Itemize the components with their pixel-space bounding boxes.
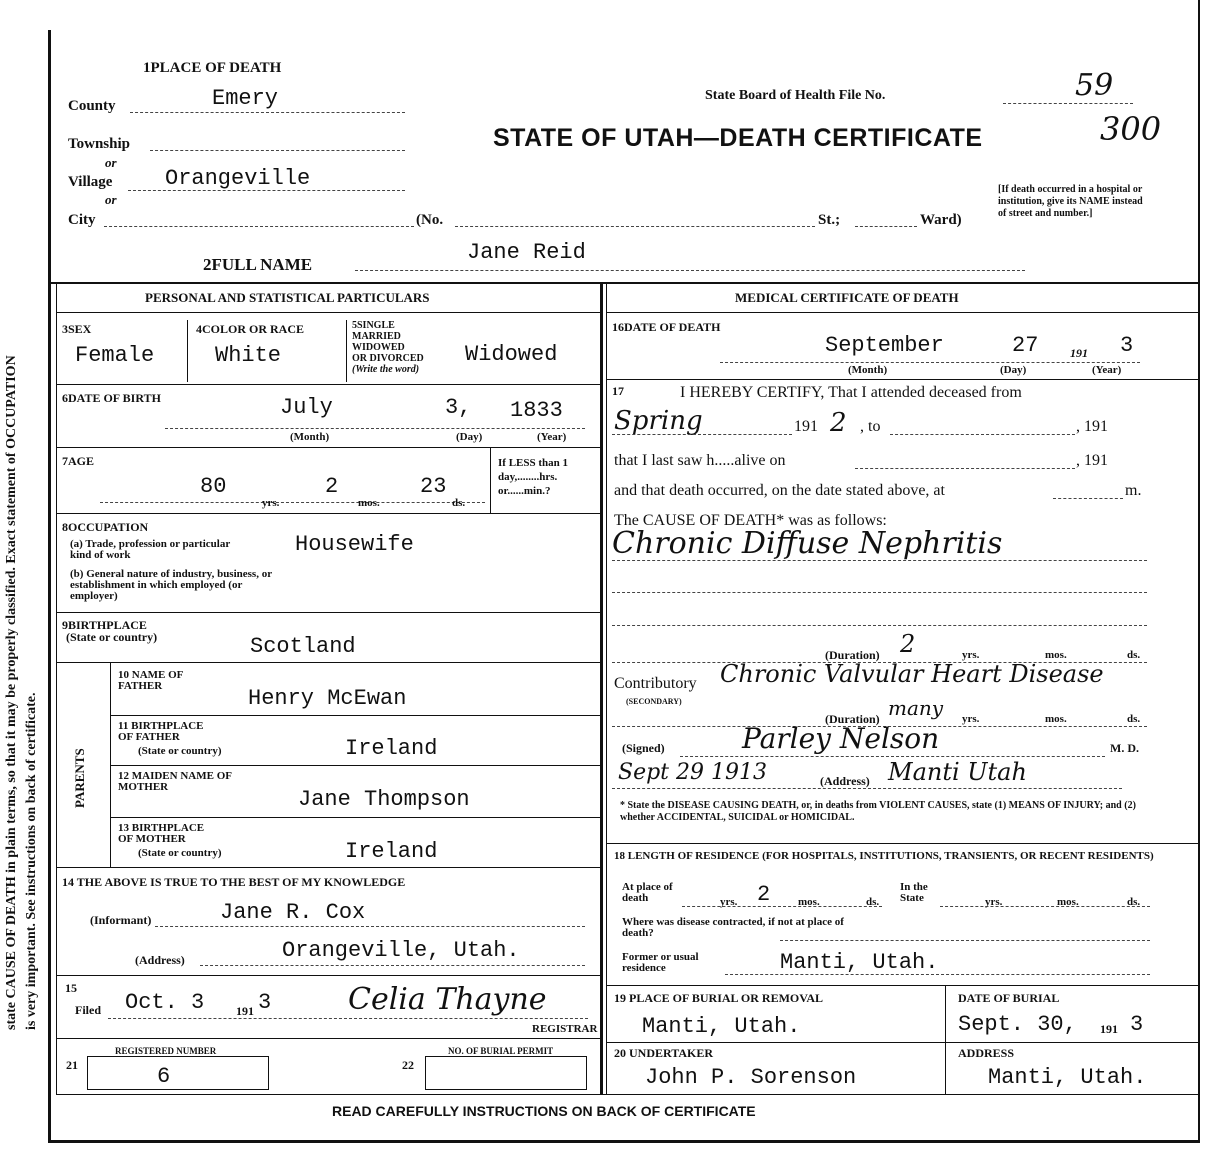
mother-value: Jane Thompson	[298, 787, 470, 812]
sidebar-instructions	[0, 0, 46, 1155]
duration-value: 2	[900, 630, 916, 658]
file-no-label: State Board of Health File No.	[705, 88, 886, 103]
undertaker-address-label: ADDRESS	[958, 1046, 1015, 1060]
residence-label: 18 LENGTH OF RESIDENCE (FOR HOSPITALS, INSTITUTIONS, TRANSIENTS, OR RECENT RESIDENTS)	[614, 850, 1154, 862]
burial-divider	[945, 985, 946, 1095]
father-bp-label: 11 BIRTHPLACE OF FATHER	[118, 720, 204, 743]
signed-date: Sept 29 1913	[618, 760, 767, 785]
sidebar-line-2: is very important. See instructions on back of certificate.	[24, 692, 39, 1030]
mother-bp-label: 13 BIRTHPLACE OF MOTHER	[118, 822, 205, 845]
dod-month: September	[825, 333, 944, 358]
burial-value: Manti, Utah.	[642, 1014, 801, 1039]
row-line-9	[56, 867, 600, 868]
birthplace-sub: (State or country)	[66, 630, 158, 644]
in-state-label: In the State	[900, 881, 928, 904]
to-line	[890, 434, 1075, 435]
res-mos-value: 2	[757, 882, 771, 907]
informant-address-line	[200, 965, 585, 966]
footnote: * State the DISEASE CAUSING DEATH, or, in deaths from VIOLENT CAUSES, state (1) MEANS OF INJURY; and (2) whether ACCIDENTAL, SUICIDAL or HOMICIDAL.	[620, 800, 1136, 823]
medical-line-2	[606, 843, 1198, 844]
dob-year-caption: (Year)	[537, 431, 567, 443]
reg-number-label: REGISTERED NUMBER	[115, 1046, 217, 1056]
sex-value: Female	[75, 343, 155, 368]
birthplace-label: 9BIRTHPLACE	[62, 618, 147, 632]
signed-line	[680, 756, 1105, 757]
color-label: 4COLOR OR RACE	[196, 322, 305, 336]
dob-day: 3,	[445, 395, 472, 420]
mother-bp-sub: (State or country)	[138, 847, 222, 859]
death-occurred: and that death occurred, on the date stated above, at	[614, 482, 945, 499]
signed-address-label: (Address)	[820, 774, 870, 788]
burial-permit-num: 22	[402, 1058, 414, 1072]
informant-address-value: Orangeville, Utah.	[282, 938, 520, 963]
registrar-label: REGISTRAR	[532, 1023, 598, 1035]
res-yrs: yrs.	[720, 896, 738, 908]
row-line-6	[110, 715, 600, 716]
city-label: City	[68, 212, 96, 228]
attended-year-digit: 2	[830, 408, 847, 438]
duration-label: (Duration)	[825, 648, 880, 662]
ward-line	[855, 226, 917, 227]
file-no-value: 59	[1075, 68, 1114, 103]
contrib-duration-label: (Duration)	[825, 712, 880, 726]
age-ds-caption: ds.	[452, 497, 466, 509]
informant-line	[155, 926, 585, 927]
full-name-line	[355, 270, 1025, 271]
md-label: M. D.	[1110, 741, 1139, 755]
reg-number-value: 6	[157, 1064, 171, 1089]
res-ds: ds.	[866, 896, 880, 908]
attended-from-line	[612, 434, 792, 435]
contrib-mos: mos.	[1045, 713, 1067, 725]
age-days: 23	[420, 474, 447, 499]
last-saw: that I last saw h.....alive on	[614, 452, 786, 469]
row-line-3	[56, 513, 600, 514]
signed-value: Parley Nelson	[742, 722, 940, 755]
age-line	[100, 502, 485, 503]
duration-ds: ds.	[1127, 649, 1141, 661]
dod-line	[720, 362, 1140, 363]
father-bp-value: Ireland	[345, 736, 438, 761]
informant-header: 14 THE ABOVE IS TRUE TO THE BEST OF MY KNOWLEDGE	[62, 875, 406, 889]
dob-day-caption: (Day)	[456, 431, 483, 443]
informant-address-label: (Address)	[135, 953, 185, 967]
full-name-label: 2FULL NAME	[203, 255, 313, 274]
street-line	[455, 226, 815, 227]
village-value: Orangeville	[165, 166, 311, 191]
attended-year: 191	[794, 418, 818, 435]
or-label-2: or	[105, 192, 117, 207]
filed-label: Filed	[75, 1003, 101, 1017]
row-line-7	[110, 765, 600, 766]
duration-yrs: yrs.	[962, 649, 980, 661]
state-line	[940, 906, 1150, 907]
signed-address-line	[612, 788, 1122, 789]
age-mos-caption: mos.	[358, 497, 380, 509]
contrib-yrs: yrs.	[962, 713, 980, 725]
burial-year: 3	[1130, 1012, 1144, 1037]
marital-label: 5SINGLE MARRIED WIDOWED OR DIVORCED (Write the word)	[352, 320, 424, 375]
dob-label: 6DATE OF BIRTH	[62, 391, 161, 405]
age-less-than: If LESS than 1 day,........hrs. or......min.?	[498, 457, 569, 497]
state-mos: mos.	[1057, 896, 1079, 908]
father-bp-sub: (State or country)	[138, 745, 222, 757]
township-line	[150, 150, 405, 151]
res-mos: mos.	[798, 896, 820, 908]
dob-month-caption: (Month)	[290, 431, 330, 443]
father-value: Henry McEwan	[248, 686, 407, 711]
burial-date-value: Sept. 30,	[958, 1012, 1077, 1037]
former-residence-value: Manti, Utah.	[780, 950, 939, 975]
row-line-1	[56, 384, 600, 385]
left-border	[48, 30, 51, 1140]
age-years: 80	[200, 474, 227, 499]
st-label: St.;	[818, 212, 841, 228]
contributory-value: Chronic Valvular Heart Disease	[720, 660, 1104, 688]
at-place-line	[682, 906, 882, 907]
dob-month: July	[280, 395, 333, 420]
contrib-ds: ds.	[1127, 713, 1141, 725]
ward-label: Ward)	[920, 212, 962, 228]
state-ds: ds.	[1127, 896, 1141, 908]
medical-section-title: MEDICAL CERTIFICATE OF DEATH	[735, 290, 959, 305]
personal-bottom-line	[56, 1094, 606, 1095]
birthplace-value: Scotland	[250, 634, 356, 659]
to-label: , to	[860, 418, 881, 435]
row-line-2	[56, 447, 600, 448]
cause-line-3	[612, 625, 1147, 626]
cause-value: Chronic Diffuse Nephritis	[612, 526, 1003, 561]
age-months: 2	[325, 474, 339, 499]
undertaker-address-value: Manti, Utah.	[988, 1065, 1147, 1090]
color-value: White	[215, 343, 282, 368]
reg-number-box	[87, 1056, 269, 1090]
occupation-b: (b) General nature of industry, business, or establishment in which employed (or employer)	[70, 568, 272, 602]
marital-value: Widowed	[465, 342, 558, 367]
burial-permit-box	[425, 1056, 587, 1090]
father-label: 10 NAME OF FATHER	[118, 669, 183, 692]
dod-day-caption: (Day)	[1000, 364, 1027, 376]
signed-label: (Signed)	[622, 741, 665, 755]
burial-year-prefix: 191	[1100, 1022, 1118, 1036]
reg-number-num: 21	[66, 1058, 78, 1072]
mother-bp-value: Ireland	[345, 839, 438, 864]
right-border	[1198, 0, 1200, 1140]
bottom-border	[48, 1140, 1200, 1143]
row-line-11	[56, 1038, 600, 1039]
m-label: m.	[1125, 482, 1142, 499]
former-residence-label: Former or usual residence	[622, 951, 699, 974]
age-label: 7AGE	[62, 454, 95, 468]
personal-title-line	[56, 312, 600, 313]
medical-title-line	[606, 312, 1198, 313]
cause-line-2	[612, 592, 1147, 593]
parents-label: PARENTS	[72, 748, 87, 808]
place-of-death-label: 1PLACE OF DEATH	[143, 60, 282, 76]
county-label: County	[68, 98, 116, 114]
dod-year: 3	[1120, 333, 1134, 358]
undertaker-value: John P. Sorenson	[645, 1065, 857, 1090]
cert-text: I HEREBY CERTIFY, That I attended deceased from	[680, 384, 1022, 401]
village-label: Village	[68, 174, 113, 190]
cert-num: 17	[612, 384, 624, 398]
center-inner-border	[606, 284, 607, 1094]
medical-bottom-line	[606, 1094, 1198, 1095]
former-residence-line	[725, 974, 1150, 975]
row-line-4	[56, 612, 600, 613]
dod-label: 16DATE OF DEATH	[612, 320, 721, 334]
state-yrs: yrs.	[985, 896, 1003, 908]
sidebar-line-1: state CAUSE OF DEATH in plain terms, so that it may be properly classified. Exact statement of OCCUPATION	[4, 355, 19, 1030]
dod-day: 27	[1012, 333, 1039, 358]
filed-num: 15	[65, 981, 77, 995]
city-line	[104, 226, 414, 227]
age-divider	[490, 447, 491, 513]
informant-label: (Informant)	[90, 913, 152, 927]
sex-divider	[187, 320, 188, 382]
where-contracted-line	[780, 940, 1150, 941]
burial-date-label: DATE OF BURIAL	[958, 991, 1060, 1005]
county-value: Emery	[212, 86, 279, 111]
certificate-title: STATE OF UTAH—DEATH CERTIFICATE	[493, 124, 983, 152]
burial-permit-label: NO. OF BURIAL PERMIT	[448, 1046, 554, 1056]
medical-line-1	[606, 379, 1198, 380]
left-inner-border	[56, 284, 57, 1094]
where-contracted: Where was disease contracted, if not at place of death?	[622, 916, 844, 939]
sex-label: 3SEX	[62, 322, 92, 336]
filed-line	[108, 1018, 588, 1019]
dod-month-caption: (Month)	[848, 364, 888, 376]
to-year: , 191	[1076, 418, 1108, 435]
mother-label: 12 MAIDEN NAME OF MOTHER	[118, 770, 232, 793]
street-no-label: (No.	[416, 212, 444, 228]
occupation-value: Housewife	[295, 532, 414, 557]
filed-year-prefix: 191	[236, 1004, 254, 1018]
center-divider	[600, 284, 603, 1094]
at-place-label: At place of death	[622, 881, 673, 904]
filed-value: Oct. 3	[125, 990, 205, 1015]
medical-line-3	[606, 985, 1198, 986]
color-divider	[346, 320, 347, 382]
row-line-5	[56, 662, 600, 663]
death-occurred-line	[1053, 498, 1123, 499]
age-yrs-caption: yrs.	[262, 497, 280, 509]
section-top-line	[48, 282, 1198, 284]
hospital-note: [If death occurred in a hospital or institution, give its NAME instead of street and number.]	[998, 184, 1143, 219]
row-line-8	[110, 817, 600, 818]
undertaker-label: 20 UNDERTAKER	[614, 1046, 714, 1060]
dob-year: 1833	[510, 398, 563, 423]
contrib-duration-value: many	[888, 696, 944, 720]
stamp-number: 300	[1100, 110, 1162, 148]
dod-year-prefix: 191	[1070, 346, 1088, 360]
medical-line-4	[606, 1042, 1198, 1043]
signed-address-value: Manti Utah	[888, 758, 1027, 786]
cause-label: The CAUSE OF DEATH* was as follows:	[614, 512, 887, 529]
personal-section-title: PERSONAL AND STATISTICAL PARTICULARS	[145, 290, 430, 305]
row-line-10	[56, 975, 600, 976]
township-label: Township	[68, 136, 130, 152]
secondary-label: (SECONDARY)	[626, 697, 682, 706]
attended-from: Spring	[614, 406, 703, 436]
duration-mos: mos.	[1045, 649, 1067, 661]
last-saw-year: , 191	[1076, 452, 1108, 469]
dob-line	[165, 428, 585, 429]
cause-line-1	[612, 560, 1147, 561]
footer-instructions: READ CAREFULLY INSTRUCTIONS ON BACK OF CERTIFICATE	[332, 1103, 756, 1119]
county-line	[130, 112, 405, 113]
occupation-label: 8OCCUPATION	[62, 520, 149, 534]
informant-value: Jane R. Cox	[220, 900, 366, 925]
registrar-signature: Celia Thayne	[348, 982, 547, 1017]
occupation-a: (a) Trade, profession or particular kind of work	[70, 538, 231, 561]
dod-year-caption: (Year)	[1092, 364, 1122, 376]
full-name-value: Jane Reid	[467, 240, 586, 265]
file-no-line	[1003, 103, 1133, 104]
burial-label: 19 PLACE OF BURIAL OR REMOVAL	[614, 991, 824, 1005]
or-label-1: or	[105, 155, 117, 170]
last-saw-line	[855, 468, 1075, 469]
contributory-label: Contributory	[614, 675, 697, 692]
filed-year: 3	[258, 990, 272, 1015]
